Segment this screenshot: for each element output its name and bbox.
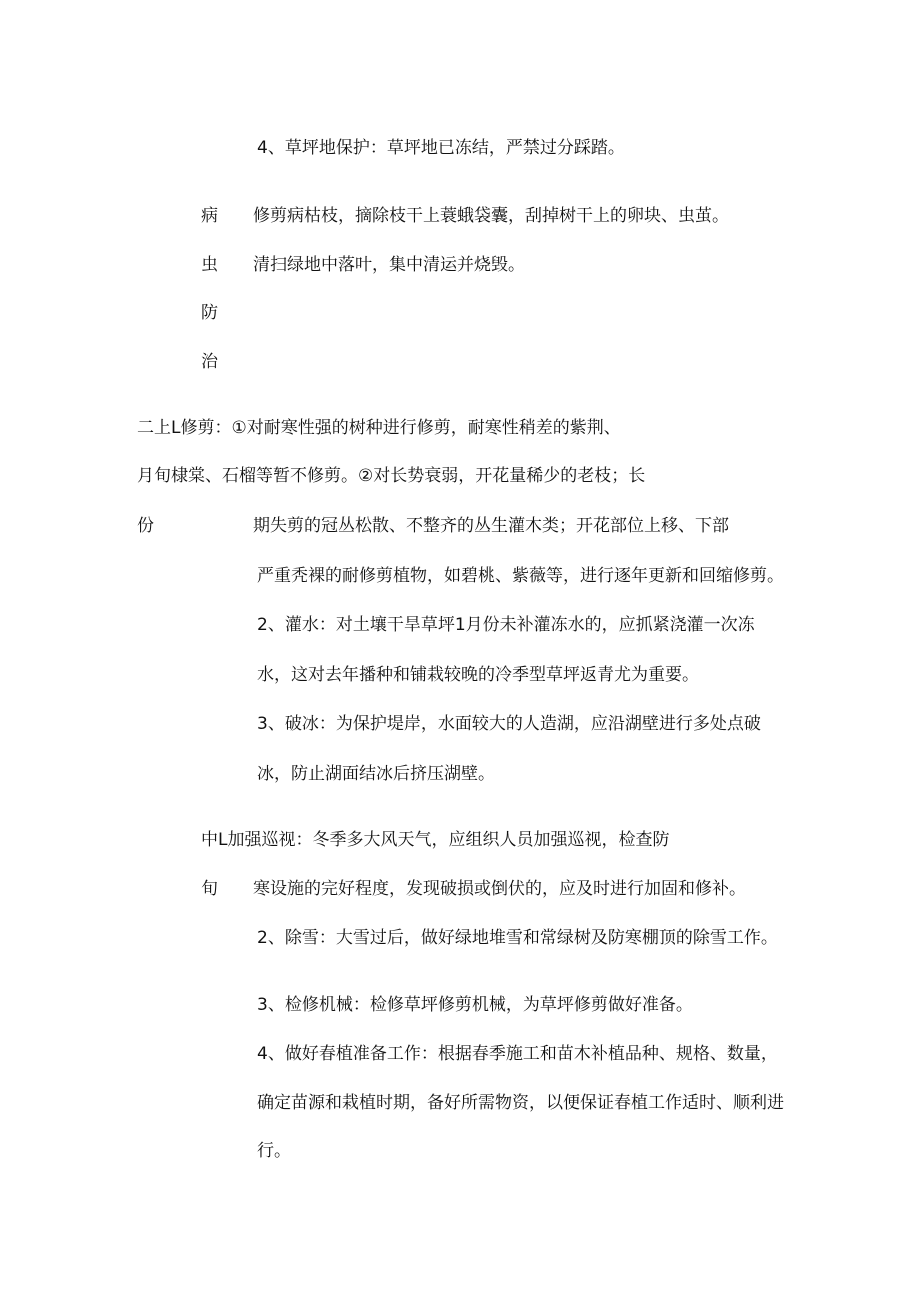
early-month-pruning-line-1: 二上L修剪：①对耐寒性强的树种进行修剪，耐寒性稍差的紫荆、 (137, 418, 621, 438)
watering-item-line-2: 水，这对去年播种和铺栽较晚的冷季型草坪返青尤为重要。 (257, 665, 699, 685)
snow-removal-item: 2、除雪：大雪过后，做好绿地堆雪和常绿树及防寒棚顶的除雪工作。 (257, 928, 778, 948)
leaf-cleanup-text: 清扫绿地中落叶，集中清运并烧毁。 (253, 255, 525, 275)
spring-planting-prep-line-3: 行。 (257, 1141, 291, 1161)
pest-control-label-char-3: 防 (201, 303, 218, 323)
ice-breaking-item-line-2: 冰，防止湖面结冰后挤压湖壁。 (257, 764, 495, 784)
early-month-pruning-line-4: 严重秃裸的耐修剪植物，如碧桃、紫薇等，进行逐年更新和回缩修剪。 (257, 566, 784, 586)
early-month-pruning-line-3: 期失剪的冠丛松散、不整齐的丛生灌木类；开花部位上移、下部 (253, 516, 729, 536)
mid-month-patrol-line-1: 中L加强巡视：冬季多大风天气，应组织人员加强巡视，检查防 (201, 830, 670, 850)
ice-breaking-item-line-1: 3、破冰：为保护堤岸，水面较大的人造湖，应沿湖壁进行多处点破 (257, 714, 761, 734)
pest-control-label-char-4: 治 (201, 352, 218, 372)
spring-planting-prep-line-1: 4、做好春植准备工作：根据春季施工和苗木补植品种、规格、数量， (257, 1044, 778, 1064)
pest-control-label-char-1: 病 (201, 206, 218, 226)
watering-item-line-1: 2、灌水：对土壤干旱草坪1月份未补灌冻水的，应抓紧浇灌一次冻 (257, 615, 755, 635)
pruning-diseased-branches-text: 修剪病枯枝，摘除枝干上蓑蛾袋囊，刮掉树干上的卵块、虫茧。 (253, 206, 729, 226)
lawn-protection-item: 4、草坪地保护：草坪地已冻结，严禁过分踩踏。 (257, 138, 625, 158)
month-label-fen: 份 (137, 516, 154, 536)
spring-planting-prep-line-2: 确定苗源和栽植时期，备好所需物资，以便保证春植工作适时、顺利进 (257, 1093, 784, 1113)
machine-maintenance-item: 3、检修机械：检修草坪修剪机械，为草坪修剪做好准备。 (257, 995, 693, 1015)
month-label-xun: 旬 (201, 879, 218, 899)
early-month-pruning-line-2: 月旬棣棠、石榴等暂不修剪。②对长势衰弱，开花量稀少的老枝；长 (137, 466, 646, 486)
mid-month-patrol-line-2: 寒设施的完好程度，发现破损或倒伏的，应及时进行加固和修补。 (253, 879, 746, 899)
pest-control-label-char-2: 虫 (201, 255, 218, 275)
